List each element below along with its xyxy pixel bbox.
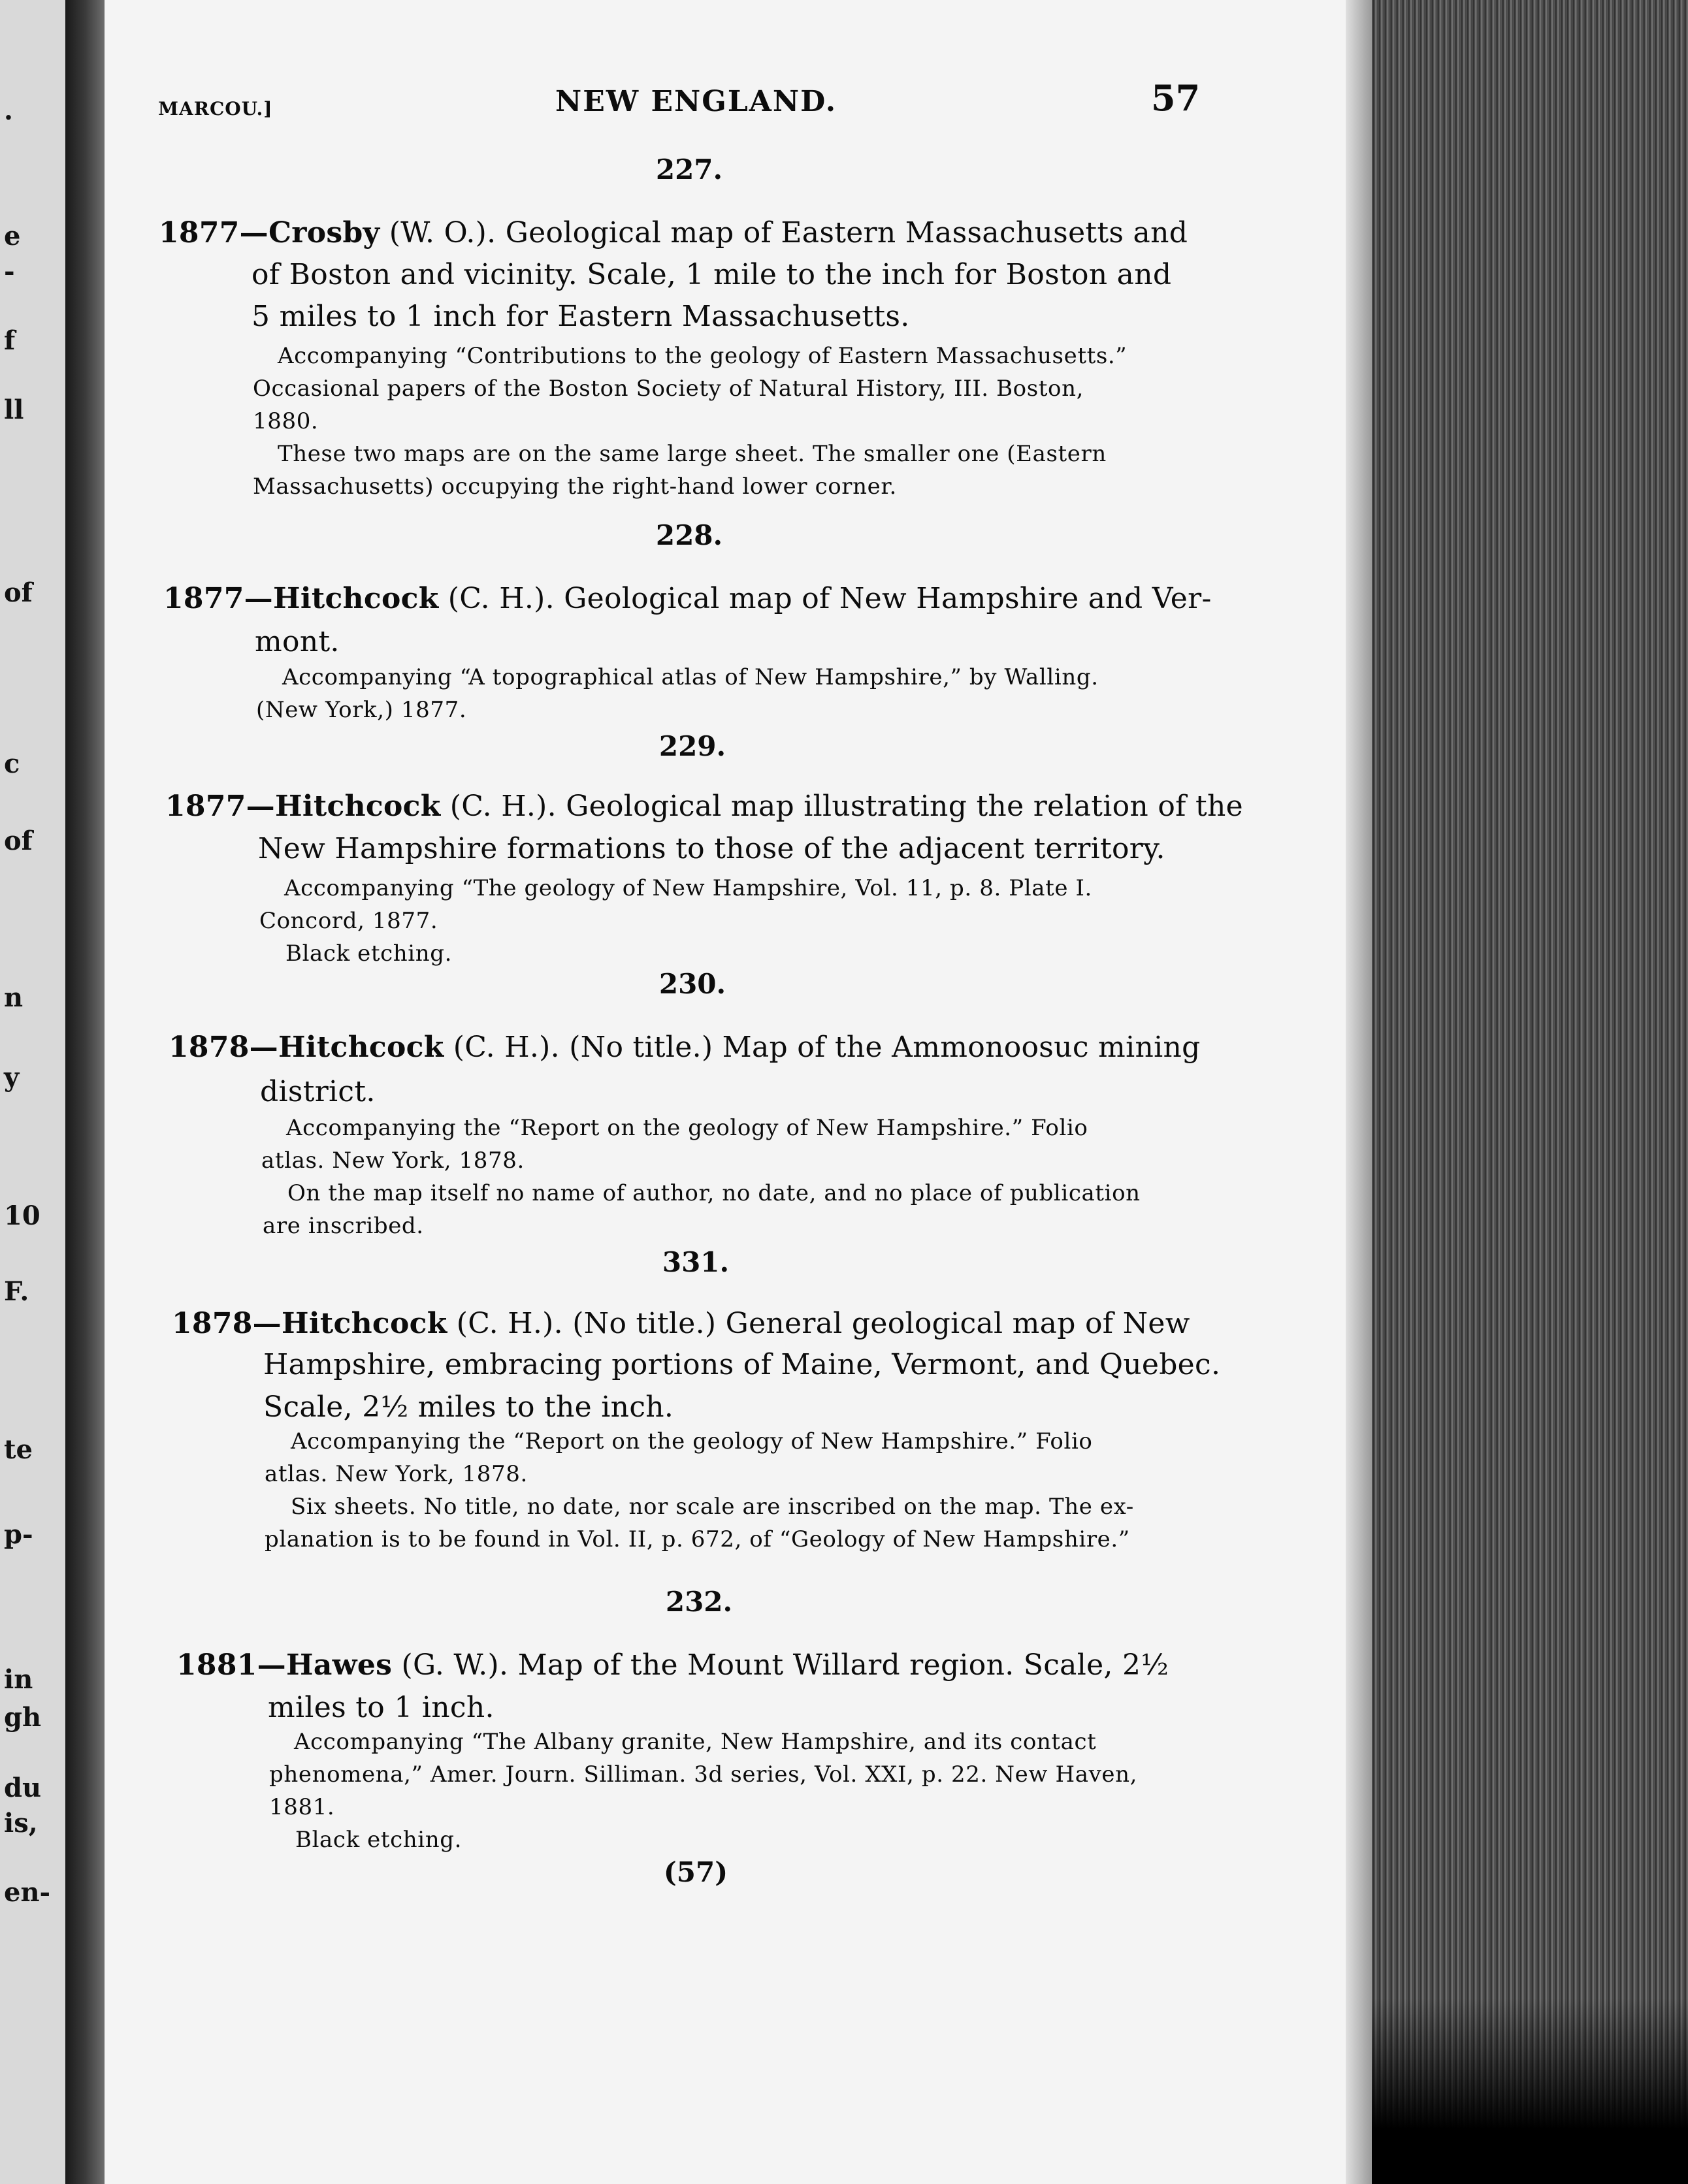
entry-note-line: Accompanying “The Albany granite, New Hampshire, and its contact xyxy=(294,1729,1097,1755)
entry-heading-text: (W. O.). Geological map of Eastern Massachusetts and xyxy=(380,216,1188,249)
entry-note-line: Accompanying the “Report on the geology of New Hampshire.” Folio xyxy=(286,1115,1088,1141)
entry-heading-text: (C. H.). (No title.) General geological map of New xyxy=(447,1307,1190,1340)
entry-author: Hitchcock xyxy=(274,790,441,823)
entry-note-line: Massachusetts) occupying the right-hand lower corner. xyxy=(253,474,897,500)
entry-note-line: Black etching. xyxy=(295,1827,463,1853)
entry-note-line: Occasional papers of the Boston Society of Natural History, III. Boston, xyxy=(253,376,1084,402)
entry-note-line: are inscribed. xyxy=(263,1213,424,1239)
left-fragment: y xyxy=(4,1062,20,1093)
left-fragment: gh xyxy=(4,1702,42,1733)
entry-note-line: These two maps are on the same large sheet. The smaller one (Eastern xyxy=(278,441,1107,467)
entry-note-line: Black etching. xyxy=(285,940,453,967)
entry-number: 228. xyxy=(655,519,723,551)
left-fragment: c xyxy=(4,748,20,779)
running-head-title: NEW ENGLAND. xyxy=(555,85,837,118)
entry-author: Hawes xyxy=(285,1648,393,1682)
entry-note-line: phenomena,” Amer. Journ. Silliman. 3d series, Vol. XXI, p. 22. New Haven, xyxy=(269,1761,1138,1788)
entry-heading-text: (C. H.). Geological map illustrating the relation of the xyxy=(440,790,1243,823)
entry-note-line: On the map itself no name of author, no date, and no place of publication xyxy=(287,1180,1141,1206)
left-fragment: F. xyxy=(4,1276,29,1307)
entry-note-line: Accompanying “A topographical atlas of New Hampshire,” by Walling. xyxy=(282,664,1099,690)
left-fragment: of xyxy=(4,577,33,608)
left-fragment: of xyxy=(4,826,33,856)
left-fragment: 10 xyxy=(4,1200,41,1231)
left-fragment: . xyxy=(4,95,13,126)
entry-year: 1878— xyxy=(169,1031,278,1064)
entry-heading-line xyxy=(163,578,1212,620)
entry-year: 1877— xyxy=(159,216,268,249)
entry-heading-line xyxy=(172,1303,1190,1345)
entry-author: Hitchcock xyxy=(278,1031,444,1064)
page-number: 57 xyxy=(1151,77,1201,119)
entry-heading-line: miles to 1 inch. xyxy=(268,1691,495,1724)
entry-year: 1878— xyxy=(172,1307,282,1340)
entry-heading-text: (G. W.). Map of the Mount Willard region. Scale, 2½ xyxy=(392,1648,1169,1682)
entry-heading-line: mont. xyxy=(255,625,340,658)
entry-note-line: atlas. New York, 1878. xyxy=(265,1461,528,1487)
entry-heading-text: (C. H.). Geological map of New Hampshire and Ver- xyxy=(438,582,1212,615)
entry-author: Hitchcock xyxy=(281,1307,447,1340)
entry-number: 229. xyxy=(658,730,726,762)
entry-heading-line xyxy=(159,212,1188,254)
entry-heading-line: New Hampshire formations to those of the adjacent territory. xyxy=(258,832,1165,865)
left-fragment: ll xyxy=(4,394,24,425)
left-fragment: p- xyxy=(4,1519,33,1550)
book-edge-shadow xyxy=(1372,1999,1688,2184)
entry-heading-line xyxy=(176,1645,1169,1686)
entry-note-line: Six sheets. No title, no date, nor scale are inscribed on the map. The ex- xyxy=(291,1494,1134,1520)
entry-note-line: planation is to be found in Vol. II, p. 672, of “Geology of New Hampshire.” xyxy=(265,1526,1130,1552)
entry-heading-line xyxy=(169,1027,1201,1068)
entry-year: 1877— xyxy=(165,790,275,823)
left-fragment: en- xyxy=(4,1877,51,1908)
entry-note-line: Accompanying “The geology of New Hampshire, Vol. 11, p. 8. Plate I. xyxy=(284,875,1092,901)
book-gutter xyxy=(65,0,105,2184)
entry-heading-line: Scale, 2½ miles to the inch. xyxy=(263,1390,674,1424)
entry-number: 331. xyxy=(662,1246,730,1278)
entry-heading-text: (C. H.). (No title.) Map of the Ammonoosuc mining xyxy=(444,1031,1201,1064)
left-fragment: du xyxy=(4,1773,42,1803)
entry-note-line: 1880. xyxy=(253,408,319,434)
left-fragment: f xyxy=(4,325,16,356)
entry-year: 1881— xyxy=(176,1648,286,1682)
entry-number: 230. xyxy=(658,968,726,1000)
page-edge-shadow xyxy=(1346,0,1372,2184)
entry-note-line: (New York,) 1877. xyxy=(256,697,467,723)
entry-note-line: Accompanying the “Report on the geology of New Hampshire.” Folio xyxy=(291,1428,1093,1454)
entry-heading-line: of Boston and vicinity. Scale, 1 mile to the inch for Boston and xyxy=(252,258,1172,291)
entry-author: Crosby xyxy=(268,216,380,249)
entry-note-line: Accompanying “Contributions to the geology of Eastern Massachusetts.” xyxy=(278,343,1128,369)
left-fragment: in xyxy=(4,1664,33,1695)
entry-year: 1877— xyxy=(163,582,273,615)
entry-author: Hitchcock xyxy=(272,582,439,615)
left-fragment: n xyxy=(4,982,24,1013)
left-fragment: is, xyxy=(4,1808,38,1839)
entry-heading-line xyxy=(165,786,1243,827)
entry-heading-line: 5 miles to 1 inch for Eastern Massachusetts. xyxy=(252,300,910,333)
running-head-author: MARCOU.] xyxy=(158,98,273,120)
entry-number: 232. xyxy=(665,1586,733,1618)
entry-note-line: atlas. New York, 1878. xyxy=(261,1148,525,1174)
entry-note-line: Concord, 1877. xyxy=(259,908,438,934)
entry-note-line: 1881. xyxy=(269,1794,335,1820)
left-fragment: e xyxy=(4,221,21,251)
left-fragment: te xyxy=(4,1434,33,1465)
footer-page-label: (57) xyxy=(663,1856,728,1888)
left-page-strip xyxy=(0,0,65,2184)
left-fragment: - xyxy=(4,256,15,287)
entry-number: 227. xyxy=(655,153,723,185)
entry-heading-line: district. xyxy=(260,1075,376,1108)
entry-heading-line: Hampshire, embracing portions of Maine, Vermont, and Quebec. xyxy=(263,1348,1221,1381)
book-page-edges xyxy=(1372,0,1688,2184)
